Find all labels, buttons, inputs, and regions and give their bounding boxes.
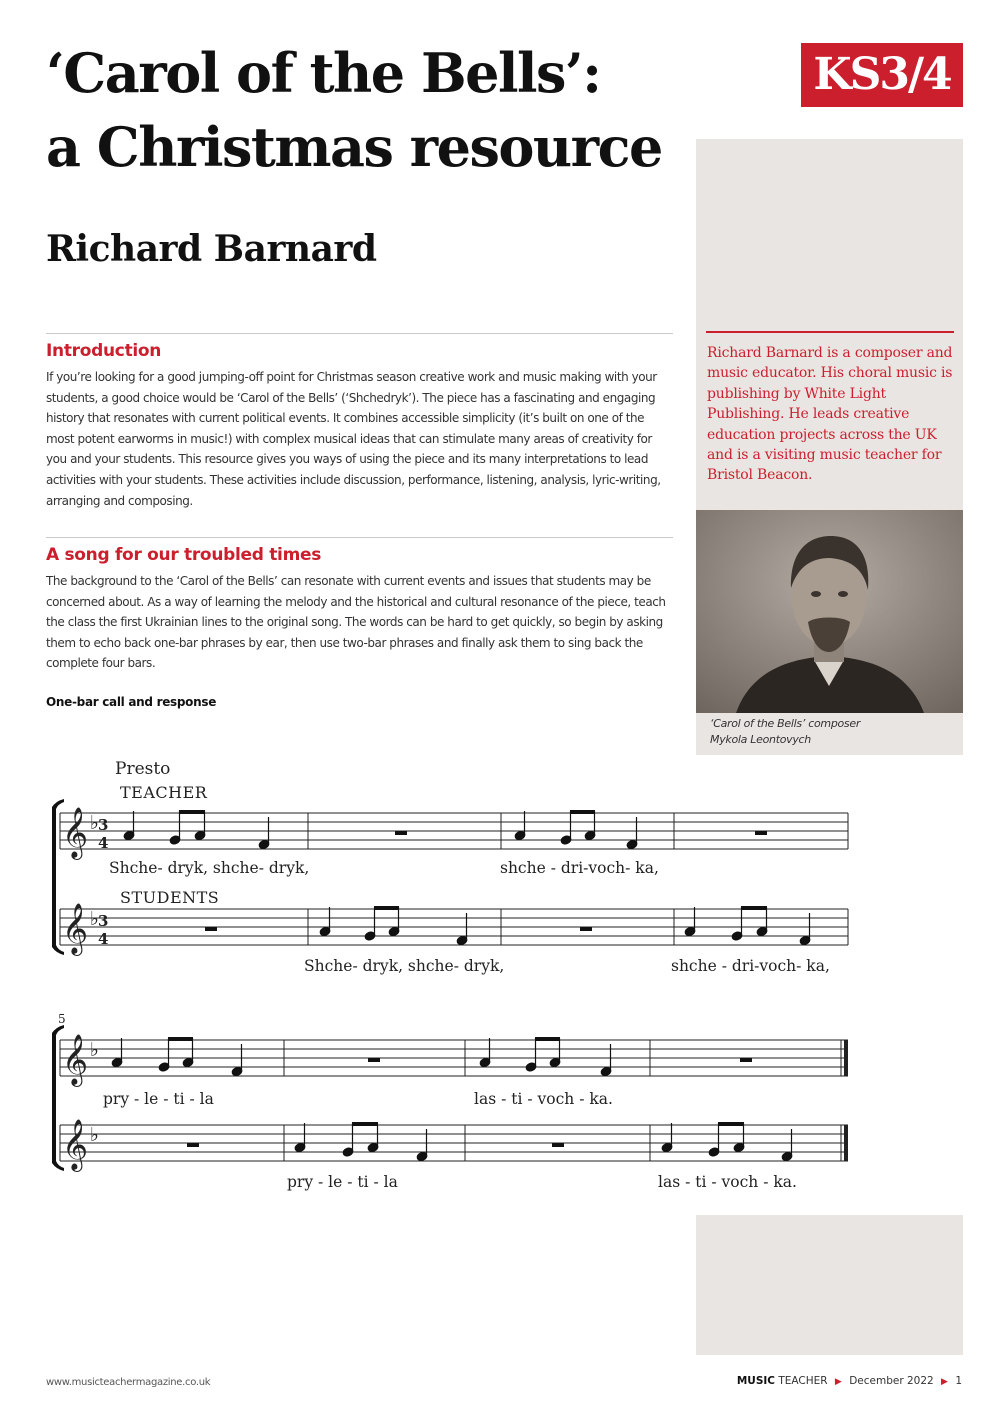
time-signature-bottom: 4 [98,930,109,948]
title-line-2: a Christmas resource [46,115,662,179]
whole-rest-icon [187,1143,199,1147]
composer-portrait [696,510,963,713]
call-response-subheading: One-bar call and response [46,695,217,709]
author-name: Richard Barnard [46,228,377,270]
whole-rest-icon [580,927,592,931]
intro-heading: Introduction [46,341,162,361]
sidebar-divider [706,331,954,333]
staff-students-2 [60,1125,848,1161]
flat-key-signature-icon: ♭ [90,1039,99,1061]
title-line-1: ‘Carol of the Bells’: [46,41,601,105]
song-heading: A song for our troubled times [46,545,322,565]
note-group [111,1037,243,1077]
photo-caption: ‘Carol of the Bells’ composer Mykola Leontovych [710,717,861,746]
tempo-marking: Presto [115,759,171,779]
magazine-name: TEACHER [778,1375,828,1387]
lyric-line: pry - le - ti - la [287,1173,398,1191]
staff-teacher-2 [60,1040,848,1076]
lyric-line: las - ti - voch - ka. [658,1173,797,1191]
section-divider [46,537,673,538]
treble-clef-icon: 𝄞 [62,807,89,858]
lyric-line: las - ti - voch - ka. [474,1090,613,1108]
teacher-label: TEACHER [120,783,208,802]
treble-clef-icon: 𝄞 [62,1034,89,1085]
whole-rest-icon [755,831,767,835]
whole-rest-icon [740,1058,752,1062]
flat-key-signature-icon: ♭ [90,1124,99,1146]
time-signature-bottom: 4 [98,834,109,852]
note-group [123,810,270,850]
note-group [294,1122,428,1162]
students-label: STUDENTS [120,888,220,907]
issue-date: December 2022 [849,1375,934,1387]
time-signature-top: 3 [98,912,109,930]
page-title [46,36,686,184]
whole-rest-icon [552,1143,564,1147]
treble-clef-icon: 𝄞 [62,903,89,954]
section-divider [46,333,673,334]
lyric-line: pry - le - ti - la [103,1090,214,1108]
footer-publication [737,1375,962,1387]
note-group [319,906,468,946]
staff-teacher-1 [60,813,848,849]
flat-key-signature-icon: ♭ [90,908,99,930]
key-stage-badge: KS3/4 [801,43,963,107]
triangle-right-icon: ▶ [941,1377,948,1387]
whole-rest-icon [368,1058,380,1062]
magazine-name-bold: MUSIC [736,1375,776,1387]
flat-key-signature-icon: ♭ [90,812,99,834]
song-paragraph: The background to the ‘Carol of the Bells’ can resonate with current events and issues that students may be concerned about. As a way of learning the melody and the historical and cultural resonance of the piece, teach the class the first Ukrainian lines to the original song. The words can be hard to get quickly, so begin by asking them to echo back one-bar phrases by ear, then use two-bar phrases and finally ask them to sing back the complete four bars. [46,574,666,671]
note-group [479,1037,612,1077]
intro-paragraph: If you’re looking for a good jumping-off point for Christmas season creative work and music making with your students, a good choice would be ‘Carol of the Bells’ (‘Shchedryk’). The piece has a fascinating and engaging history that resonates with current political events. It combines accessible simplicity (it’s built on one of the most potent earworms in music!) with complex musical ideas that can stimulate many areas of creativity for you and your students. This resource gives you ways of using the piece and its many interpretations to lead activities with your students. These activities include discussion, performance, listening, analysis, lyric-writing, arranging and composing. [46,370,661,508]
triangle-right-icon: ▶ [834,1377,842,1387]
author-bio: Richard Barnard is a composer and music educator. His choral music is publishing by White Light Publishing. He leads creative education projects across the UK and is a visiting music teacher for Bristol Beacon. [707,345,953,484]
whole-rest-icon [205,927,217,931]
treble-clef-icon: 𝄞 [62,1119,89,1170]
note-group [684,906,811,946]
sheet-music [40,755,870,1205]
lyric-line: shche - dri-voch- ka, [500,859,659,877]
measure-number: 5 [58,1012,66,1026]
sidebar-bottom-panel [696,1215,963,1355]
lyric-line: Shche- dryk, shche- dryk, [109,859,310,877]
whole-rest-icon [395,831,407,835]
page-number: 1 [955,1375,962,1387]
note-group [514,810,638,850]
note-group [661,1122,793,1162]
staff-students-1 [60,909,848,945]
portrait-photo-icon [696,510,963,713]
time-signature-top: 3 [98,816,109,834]
lyric-line: shche - dri-voch- ka, [671,957,830,975]
lyric-line: Shche- dryk, shche- dryk, [304,957,505,975]
footer-url[interactable]: www.musicteachermagazine.co.uk [46,1377,211,1388]
